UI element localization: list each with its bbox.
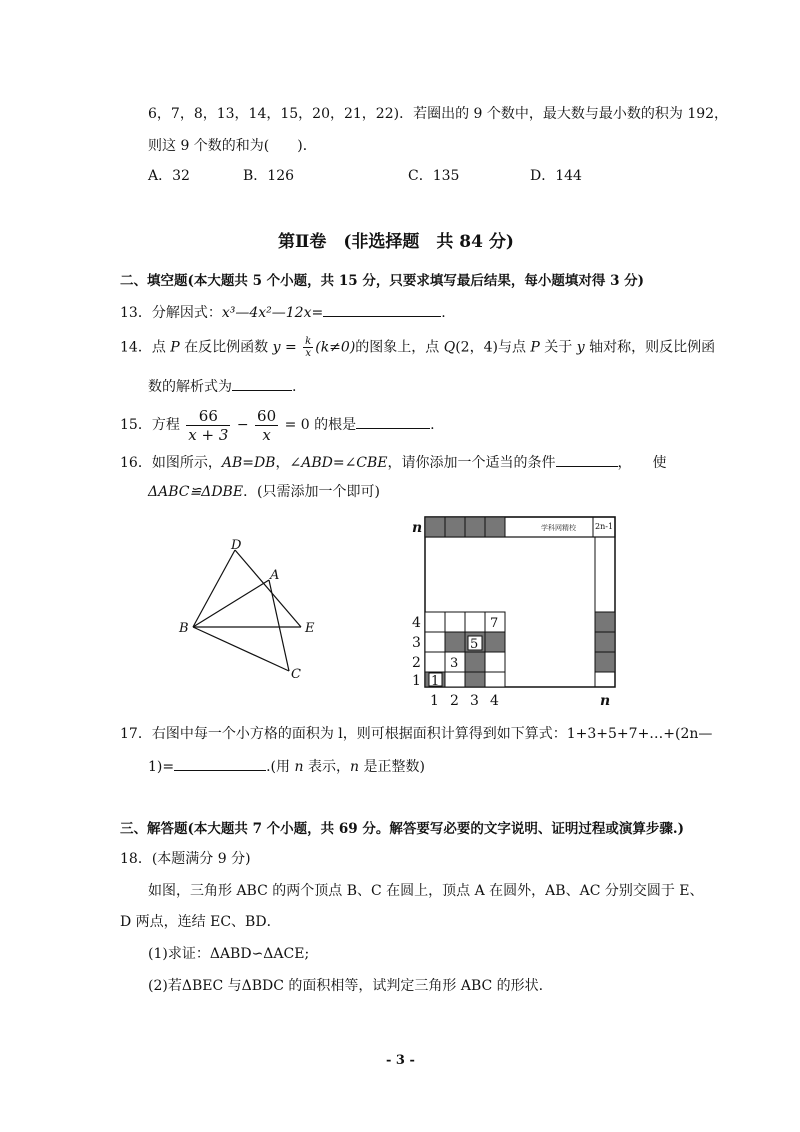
col-label-2: 2 bbox=[450, 693, 459, 709]
q17-line1 bbox=[120, 724, 712, 744]
row-label-2: 2 bbox=[412, 655, 421, 671]
q15-minus: − bbox=[232, 417, 254, 433]
q13-answer-blank bbox=[323, 302, 441, 317]
q14-point-p: P bbox=[170, 339, 180, 356]
grid-cell bbox=[465, 672, 485, 687]
label-c: C bbox=[291, 667, 301, 682]
cell-number-7: 7 bbox=[490, 616, 499, 631]
q12-option-b: B．126 bbox=[243, 168, 295, 184]
q12-line2: 则这 9 个数的和为( )． bbox=[148, 138, 317, 154]
q14-text-d: 与点 bbox=[497, 339, 531, 356]
q16-congruence: ΔABC≌ΔDBE bbox=[148, 484, 244, 500]
grid-cell bbox=[445, 612, 465, 632]
row-label-1: 1 bbox=[412, 673, 421, 689]
q18-line2: D 两点，连结 EC、BD． bbox=[120, 914, 281, 930]
q14-text-f: 轴对称，则反比例函 bbox=[584, 339, 716, 356]
grid-cell bbox=[465, 652, 485, 672]
q14-text-a: 点 bbox=[151, 339, 171, 356]
right-cell bbox=[595, 632, 615, 652]
q16-text-a: 如图所示， bbox=[151, 455, 222, 471]
q14-eq: = bbox=[280, 339, 302, 356]
label-d: D bbox=[231, 538, 242, 553]
grid-cell bbox=[485, 632, 505, 652]
q13-number: 13． bbox=[120, 305, 152, 321]
q15-frac1-den: x + 3 bbox=[188, 425, 229, 444]
q14-line1 bbox=[120, 336, 715, 359]
grid-corner-label: 2n-1 bbox=[595, 522, 614, 531]
top-cell bbox=[425, 517, 445, 537]
q17-number: 17． bbox=[120, 726, 152, 742]
grid-cell bbox=[425, 652, 445, 672]
q17-line2c: 表示， bbox=[303, 759, 350, 775]
right-cell-bottom bbox=[595, 672, 615, 687]
top-cell bbox=[485, 517, 505, 537]
q16-figure bbox=[175, 535, 355, 685]
q15-text-b: = 0 的根是 bbox=[280, 417, 357, 433]
q13-prefix: 分解因式： bbox=[151, 305, 222, 321]
q16-text-b: ， bbox=[275, 455, 290, 471]
right-cell bbox=[595, 652, 615, 672]
q14-point-q: Q bbox=[443, 339, 456, 356]
grid-cell bbox=[465, 612, 485, 632]
cell-number-5: 5 bbox=[470, 637, 479, 652]
q16-ab-db: AB=DB bbox=[221, 455, 276, 471]
q15-frac1-num: 66 bbox=[186, 407, 230, 426]
top-cell bbox=[465, 517, 485, 537]
q15-fraction-2 bbox=[255, 407, 278, 444]
q14-answer-blank bbox=[232, 376, 292, 391]
q13-end: . bbox=[441, 305, 446, 321]
q17-line2 bbox=[148, 756, 425, 777]
col-label-4: 4 bbox=[490, 693, 499, 709]
col-label-3: 3 bbox=[470, 693, 479, 709]
q18-part1: (1)求证：ΔABD∽ΔACE; bbox=[148, 946, 310, 962]
q17-line1-text: 右图中每一个小方格的面积为 l，则可根据面积计算得到如下算式：1+3+5+7+…+(2n— bbox=[151, 726, 713, 742]
q17-var-n2: n bbox=[349, 759, 359, 775]
q15-end: . bbox=[430, 417, 435, 433]
q14-text-b: 在反比例函数 bbox=[179, 339, 273, 356]
row-label-3: 3 bbox=[412, 635, 421, 651]
q15-frac2-num: 60 bbox=[257, 406, 277, 425]
grid-cell bbox=[485, 652, 505, 672]
q14-var-y2: y bbox=[576, 339, 585, 356]
page-number: - 3 - bbox=[386, 1053, 415, 1068]
q13-expression: x³—4x²—12x= bbox=[221, 305, 324, 321]
grid-cell bbox=[485, 672, 505, 687]
q14-text-e: 关于 bbox=[539, 339, 577, 356]
grid-cell bbox=[445, 672, 465, 687]
q14-var-y: y bbox=[272, 339, 281, 356]
segment-bc bbox=[193, 627, 289, 671]
part2-heading: 二、填空题(本大题共 5 个小题，共 15 分，只要求填写最后结果，每小题填对得 3 分) bbox=[120, 273, 645, 289]
q18-line1: 如图，三角形 ABC 的两个顶点 B、C 在圆上，顶点 A 在圆外，AB、AC 分别交圆于 E、 bbox=[148, 883, 704, 899]
q14-text-c: 的图象上，点 bbox=[355, 339, 444, 356]
row-label-4: 4 bbox=[412, 615, 421, 631]
segment-de bbox=[235, 550, 301, 627]
q12-option-a: A．32 bbox=[148, 168, 190, 184]
q14-frac-num: k bbox=[305, 336, 312, 347]
label-a: A bbox=[270, 568, 280, 583]
q15-frac2-den: x bbox=[262, 425, 271, 444]
q12-option-d: D．144 bbox=[530, 168, 582, 184]
label-b: B bbox=[179, 621, 189, 636]
q14-line2 bbox=[148, 376, 296, 397]
grid-cell bbox=[425, 632, 445, 652]
q17-grid-figure bbox=[410, 515, 620, 710]
q17-line2b: .(用 bbox=[266, 759, 295, 775]
cell-number-3: 3 bbox=[450, 656, 459, 671]
q16-line2-tail: ．(只需添加一个即可) bbox=[243, 484, 380, 500]
q17-answer-blank bbox=[174, 756, 266, 771]
q12-options bbox=[148, 166, 648, 186]
q16-line2 bbox=[148, 482, 380, 502]
q13 bbox=[120, 302, 446, 323]
q15-fraction-1 bbox=[186, 407, 230, 444]
q14-point-p2: P bbox=[530, 339, 540, 356]
q15-answer-blank bbox=[356, 414, 430, 429]
q16-text-d: ， 使 bbox=[617, 455, 667, 471]
q14-fraction bbox=[303, 336, 313, 359]
label-e: E bbox=[305, 621, 315, 636]
segment-ba bbox=[193, 580, 269, 627]
q16-text-c: ，请你添加一个适当的条件 bbox=[387, 455, 556, 471]
q16-angles: ∠ABD=∠CBE bbox=[289, 455, 388, 471]
grid-watermark-text: 学科网精校 bbox=[541, 524, 576, 532]
q18-title: 18．(本题满分 9 分) bbox=[120, 851, 251, 867]
q15-text-a: 方程 bbox=[151, 417, 185, 433]
q15 bbox=[120, 406, 435, 444]
q14-condition: (k≠0) bbox=[315, 339, 356, 356]
grid-label-n-top: n bbox=[412, 520, 423, 536]
q12-option-c: C．135 bbox=[408, 168, 460, 184]
top-cell bbox=[445, 517, 465, 537]
grid-cell bbox=[425, 612, 445, 632]
q17-line2d: 是正整数) bbox=[359, 759, 425, 775]
col-label-1: 1 bbox=[430, 693, 439, 709]
grid-label-n-bottom: n bbox=[600, 693, 611, 709]
q15-number: 15． bbox=[120, 417, 152, 433]
right-cell bbox=[595, 612, 615, 632]
q14-coords: (2，4) bbox=[455, 339, 498, 356]
q17-line2a: 1)= bbox=[148, 759, 175, 775]
cell-number-1: 1 bbox=[431, 674, 440, 689]
q16-line1 bbox=[120, 452, 667, 473]
q14-number: 14． bbox=[120, 339, 152, 356]
q16-answer-blank bbox=[556, 452, 618, 467]
section2-title: 第Ⅱ卷 (非选择题 共 84 分) bbox=[278, 232, 514, 252]
segment-bd bbox=[193, 550, 235, 627]
q14-line2-text: 数的解析式为 bbox=[148, 379, 232, 395]
part3-heading: 三、解答题(本大题共 7 个小题，共 69 分。解答要写必要的文字说明、证明过程或演算步骤.) bbox=[120, 821, 684, 837]
q12-line1: 6，7，8，13，14，15，20，21，22)．若圈出的 9 个数中，最大数与最小数的积为 192， bbox=[148, 106, 729, 122]
q16-number: 16． bbox=[120, 455, 152, 471]
q14-frac-den: x bbox=[305, 348, 312, 359]
q18-part2: (2)若ΔBEC 与ΔBDC 的面积相等，试判定三角形 ABC 的形状. bbox=[148, 978, 544, 994]
q17-var-n: n bbox=[294, 759, 304, 775]
grid-cell bbox=[445, 632, 465, 652]
q14-end: . bbox=[292, 379, 297, 395]
segment-ac bbox=[269, 580, 289, 671]
